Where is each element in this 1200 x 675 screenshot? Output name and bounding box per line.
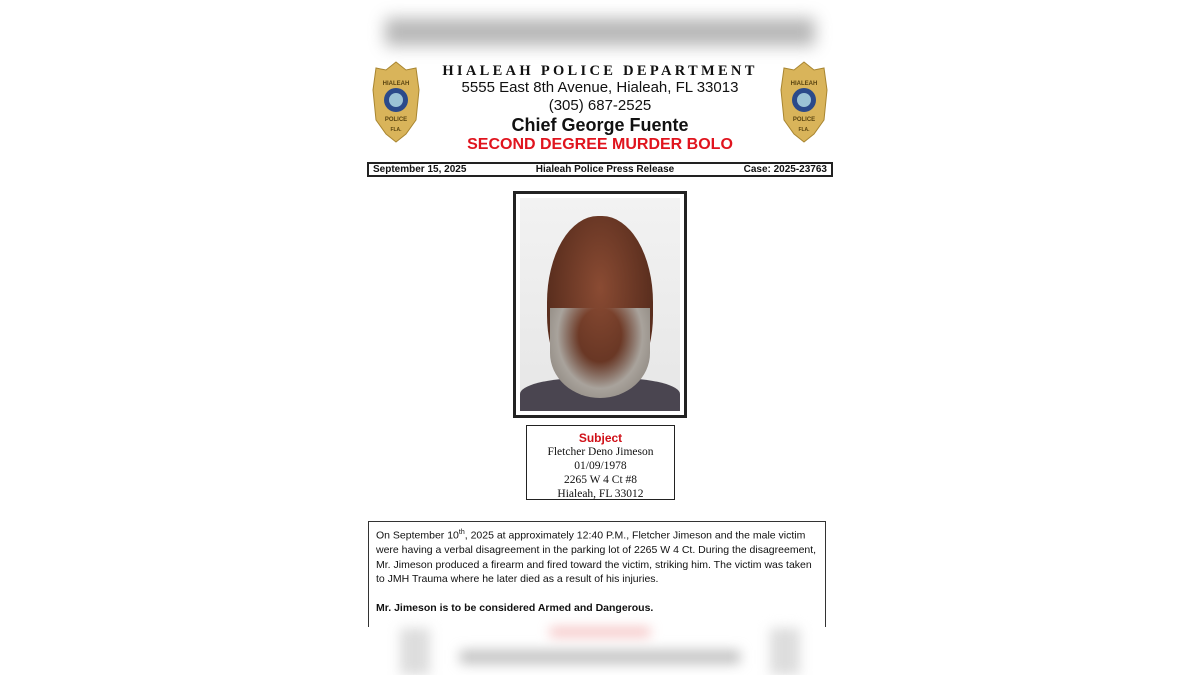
subject-street: 2265 W 4 Ct #8 [563,474,638,486]
info-strip [367,162,833,177]
badge-text-bottom: FLA. [798,127,810,133]
badge-text-middle: POLICE [792,117,816,123]
police-badge-left-icon [371,60,421,144]
badge-text-bottom: FLA. [390,127,402,133]
subject-photo [513,191,687,418]
bolo-title: SECOND DEGREE MURDER BOLO [467,136,733,153]
release-source: Hialeah Police Press Release [535,164,675,175]
subject-info-box [526,425,675,500]
case-number: Case: 2025-23763 [743,164,827,175]
subject-dob: 01/09/1978 [574,460,627,472]
narrative-box [368,521,826,627]
blurred-background-top [385,18,815,46]
release-date: September 15, 2025 [373,164,467,175]
narrative-paragraph: On September 10th, 2025 at approximately 12:40 P.M., Fletcher Jimeson and the male victim were having a verbal disagreement in the parking lot of 2265 W 4 Ct. During the disagreement, Mr. Jimeson produced a firearm and fired toward the victim, striking him. The victim was taken to JMH Trauma where he later died as a result of his injuries. [376,529,817,585]
subject-city: Hialeah, FL 33012 [557,488,644,500]
badge-text-top: HIALEAH [382,81,410,87]
police-badge-right-icon [779,60,829,144]
subject-name: Fletcher Deno Jimeson [547,446,654,458]
department-phone: (305) 687-2525 [548,97,652,114]
badge-text-top: HIALEAH [790,81,818,87]
badge-text-middle: POLICE [384,117,408,123]
armed-warning: Mr. Jimeson is to be considered Armed and Dangerous. [376,601,654,614]
subject-heading: Subject [578,431,623,445]
blurred-background-bottom [400,628,800,675]
chief-name: Chief George Fuente [511,115,689,135]
department-name: HIALEAH POLICE DEPARTMENT [442,63,758,79]
department-address: 5555 East 8th Avenue, Hialeah, FL 33013 [461,79,739,96]
